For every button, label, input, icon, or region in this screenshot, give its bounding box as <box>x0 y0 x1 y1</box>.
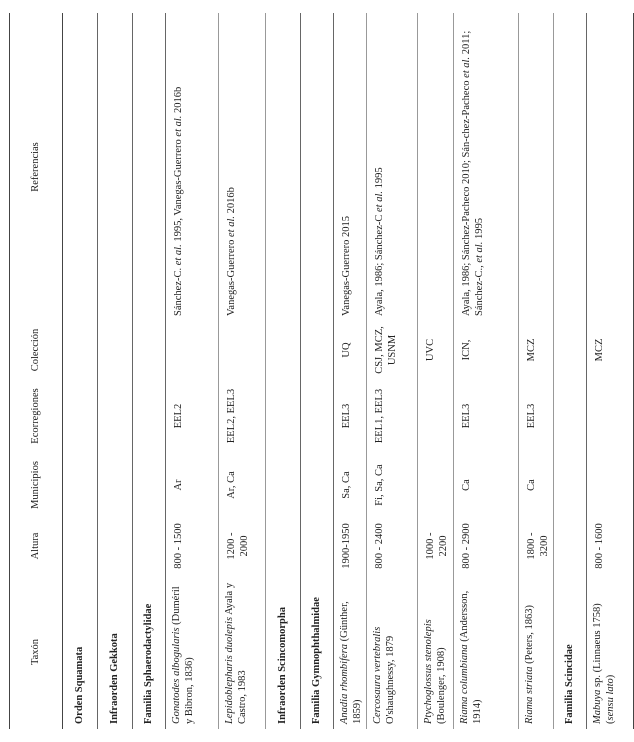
altitude-cell: 1800 - 3200 <box>518 517 553 575</box>
municipalities-cell <box>586 453 633 517</box>
taxon-name: Riama striata <box>523 666 535 724</box>
references-cell <box>219 13 266 321</box>
family-label: Familia Gymnophthalmidae <box>301 13 334 729</box>
altitude-cell: 1900-1950 <box>334 517 367 575</box>
header-altitude: Altura <box>10 517 63 575</box>
references-cell <box>453 13 518 321</box>
header-references: Referencias <box>10 13 63 321</box>
infraorder-row <box>98 13 133 729</box>
taxon-cell <box>453 575 518 729</box>
taxon-cell <box>518 575 553 729</box>
altitude-cell: 800 - 2900 <box>453 517 518 575</box>
altitude-cell: 800 - 2400 <box>367 517 418 575</box>
collection-cell: UQ <box>334 321 367 379</box>
table-row <box>586 13 633 729</box>
ref-text: Vanegas-Guerrero <box>226 236 237 316</box>
header-row <box>10 13 63 729</box>
collection-cell: ICN, <box>453 321 518 379</box>
taxon-author: sp. (Linnaeus 1758) ( <box>591 603 616 724</box>
taxon-name: Anadia rhombifera <box>339 643 350 724</box>
taxon-cell <box>418 575 453 729</box>
taxon-cell <box>367 575 418 729</box>
altitude-cell: 1000 - 2200 <box>418 517 453 575</box>
ref-text: 1995, Vanegas-Guerrero <box>173 136 184 245</box>
references-cell <box>586 13 633 321</box>
infraorder-label: Infraorden Gekkota <box>98 13 133 729</box>
ref-text: 2011; Sánchez-C., <box>460 30 485 316</box>
order-row <box>63 13 98 729</box>
altitude-cell: 800 - 1600 <box>586 517 633 575</box>
collection-cell <box>166 321 219 379</box>
altitude-cell: 800 - 1500 <box>166 517 219 575</box>
altitude-cell: 1200 - 2000 <box>219 517 266 575</box>
references-cell <box>418 13 453 321</box>
ecoregions-cell: EEL3 <box>453 379 518 453</box>
header-municipalities: Municipios <box>10 453 63 517</box>
ref-text: Ayala, 1986; Sánchez-Pacheco 2010; Sán-chez-Pacheco <box>460 77 472 316</box>
header-collection: Colección <box>10 321 63 379</box>
collection-cell: CSJ, MCZ, USNM <box>367 321 418 379</box>
collection-cell <box>219 321 266 379</box>
references-cell <box>518 13 553 321</box>
taxon-cell <box>334 575 367 729</box>
municipalities-cell: Ca <box>518 453 553 517</box>
taxon-name: Riama columbiana <box>458 644 470 724</box>
family-label: Familia Sphaerodactylidae <box>133 13 166 729</box>
infraorder-label: Infraorden Scincomorpha <box>266 13 301 729</box>
municipalities-cell: Sa, Ca <box>334 453 367 517</box>
table-row <box>518 13 553 729</box>
taxon-cell <box>219 575 266 729</box>
family-row <box>553 13 586 729</box>
ecoregions-cell: EEL1, EEL3 <box>367 379 418 453</box>
taxon-author: Ayala y Castro, 1983 <box>224 582 249 724</box>
ecoregions-cell: EEL3 <box>518 379 553 453</box>
taxon-name: Ptychoglossus stenolepis <box>423 619 435 724</box>
taxon-author: (Boulenger, 1908) <box>436 647 448 724</box>
references-cell <box>367 13 418 321</box>
table-row <box>219 13 266 729</box>
header-taxon: Taxón <box>10 575 63 729</box>
ref-text: 2016b <box>226 187 237 216</box>
taxon-author: ) <box>604 674 616 679</box>
collection-cell: UVC <box>418 321 453 379</box>
ref-etal: et al. <box>173 244 184 266</box>
family-row <box>133 13 166 729</box>
taxon-sensu: sensu lato <box>604 678 616 721</box>
ecoregions-cell <box>418 379 453 453</box>
ref-text: Sánchez-C. <box>173 265 184 316</box>
municipalities-cell: Ar <box>166 453 219 517</box>
ref-etal: et al. <box>473 241 485 263</box>
table-row <box>453 13 518 729</box>
ref-text: 2016b <box>173 86 184 116</box>
ecoregions-cell <box>586 379 633 453</box>
species-table <box>9 13 634 729</box>
taxon-name: Mabuya <box>591 689 603 724</box>
collection-cell: MCZ <box>518 321 553 379</box>
municipalities-cell: Ca <box>453 453 518 517</box>
taxon-cell <box>586 575 633 729</box>
family-label: Familia Scincidae <box>553 13 586 729</box>
collection-cell: MCZ <box>586 321 633 379</box>
table-row <box>334 13 367 729</box>
taxon-name: Cercosaura vertebralis <box>372 626 384 724</box>
taxon-author: O'shaughnessy, 1879 <box>385 635 397 724</box>
taxon-author: (Peters, 1863) <box>523 605 535 667</box>
table-row <box>367 13 418 729</box>
table-row <box>166 13 219 729</box>
taxon-name: Gonatodes albogularis <box>171 627 182 724</box>
taxon-name: Lepidoblepharis duolepis <box>224 616 235 724</box>
references-cell <box>166 13 219 321</box>
header-ecoregions: Ecorregiones <box>10 379 63 453</box>
ref-etal: et al. <box>226 215 237 237</box>
taxon-author: (Günther, 1859) <box>339 601 364 724</box>
ecoregions-cell: EEL3 <box>334 379 367 453</box>
taxon-cell <box>166 575 219 729</box>
taxon-author: (Duméril y Bibron, 1836) <box>171 586 196 724</box>
ref-etal: et al. <box>374 190 386 212</box>
ref-etal: et al. <box>460 56 472 78</box>
ref-text: 1995 <box>473 218 485 242</box>
rotated-table-page <box>9 13 616 729</box>
taxon-author: (Andersson, 1914) <box>458 590 483 724</box>
municipalities-cell: Ar, Ca <box>219 453 266 517</box>
municipalities-cell: Fi, Sa, Ca <box>367 453 418 517</box>
municipalities-cell <box>418 453 453 517</box>
ecoregions-cell: EEL2 <box>166 379 219 453</box>
ref-text: Ayala, 1986; Sánchez-C <box>374 211 386 316</box>
family-row <box>301 13 334 729</box>
infraorder-row <box>266 13 301 729</box>
ref-etal: et al. <box>173 115 184 137</box>
table-row <box>418 13 453 729</box>
references-cell: Vanegas-Guerrero 2015 <box>334 13 367 321</box>
ref-text: 1995 <box>374 167 386 191</box>
ecoregions-cell: EEL2, EEL3 <box>219 379 266 453</box>
order-label: Orden Squamata <box>63 13 98 729</box>
